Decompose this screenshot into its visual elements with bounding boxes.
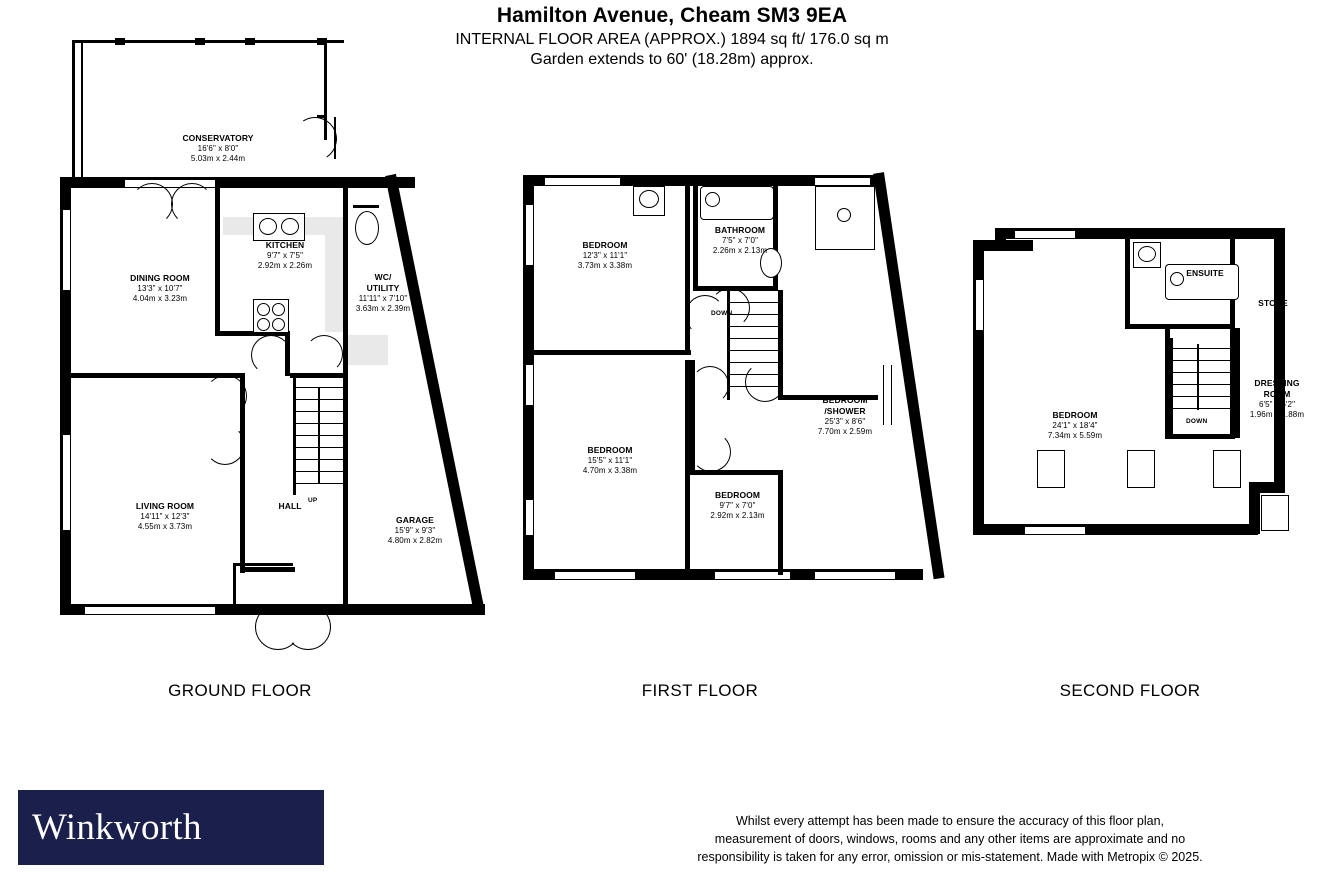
garden-text: Garden extends to 60' (18.28m) approx. [530, 51, 814, 68]
sink-bowl-2-icon [281, 218, 299, 235]
ground-wall-wc-bottom [290, 373, 348, 378]
hob-ring-4-icon [272, 318, 285, 331]
ground-wall-garage-left [343, 375, 348, 610]
stair-arrow-shaft [318, 387, 320, 483]
bathroom-basin-bowl-icon [639, 190, 659, 208]
floor-title-first: FIRST FLOOR [641, 681, 759, 700]
disclaimer-line-3: responsibility is taken for any error, omission or mis-statement. Made with Metropix © 2025. [697, 850, 1203, 865]
ground-window-left-upper [62, 210, 71, 290]
door-bathroom-arc [710, 288, 750, 328]
room-label-bedroom-second: BEDROOM 24'1" x 18'4" 7.34m x 5.59m [1047, 410, 1103, 441]
first-window-top-right [815, 177, 870, 186]
door-bed3-arc [691, 432, 731, 472]
sink-bowl-icon [259, 218, 277, 235]
first-window-bottom-1 [555, 571, 635, 580]
stair-tread [296, 483, 343, 484]
door-bed2-arc [691, 366, 729, 404]
room-label-garage: GARAGE 15'9" x 9'3" 4.80m x 2.82m [387, 515, 443, 546]
first-wall-bed1-right [685, 180, 690, 355]
stair-tread [1173, 384, 1230, 385]
door-wc-arc [305, 335, 343, 373]
room-label-ensuite: ENSUITE [1186, 268, 1224, 278]
disclaimer-line-1: Whilst every attempt has been made to ensure the accuracy of this floor plan, [736, 814, 1164, 828]
second-wall-top-step [995, 228, 1006, 250]
first-window-left-2 [525, 365, 534, 405]
ground-wall-top [60, 177, 415, 188]
hob-ring-3-icon [257, 318, 270, 331]
stair-tread [296, 447, 343, 448]
room-label-bedroom-2: BEDROOM 15'5" x 11'1" 4.70m x 3.38m [582, 445, 638, 476]
stair-tread [296, 411, 343, 412]
stair-tread [730, 362, 778, 363]
eaves-box-2 [1127, 450, 1155, 488]
first-floor-plan [515, 170, 955, 620]
disclaimer-line-2: measurement of doors, windows, rooms and any other items are approximate and no [714, 832, 1186, 847]
stair-direction-label: UP [308, 497, 318, 504]
eaves-box-4 [1261, 495, 1289, 531]
second-stair-wall [1170, 338, 1173, 434]
ground-window-bottom-left [85, 606, 215, 615]
ground-porch-wall [233, 563, 236, 615]
floor-title-second: SECOND FLOOR [1059, 681, 1201, 700]
stair-tread [730, 386, 778, 387]
floor-area-text: INTERNAL FLOOR AREA (APPROX.) 1894 sq ft/ 176.0 sq m [455, 31, 889, 48]
conservatory-post-1 [115, 38, 125, 45]
room-label-kitchen: KITCHEN 9'7" x 7'5" 2.92m x 2.26m [257, 240, 313, 271]
second-stair-direction-label: DOWN [1186, 418, 1208, 425]
stair-tread [296, 435, 343, 436]
second-wall-bottom [973, 524, 1258, 535]
second-wall-right [1274, 228, 1285, 483]
door-kitchen-arc [251, 335, 291, 375]
door-bedshower-arc [745, 362, 785, 402]
stair-tread [1173, 360, 1230, 361]
stair-tread [1173, 408, 1230, 409]
stair-tread [730, 314, 778, 315]
room-label-store: STORE [1258, 298, 1288, 308]
ground-wall-dining-bottom [60, 373, 240, 378]
stair-tread [730, 302, 778, 303]
conservatory-post-3 [245, 38, 255, 45]
room-label-bedroom-shower: BEDROOM /SHOWER 25'3" x 8'6" 7.70m x 2.59m [817, 395, 873, 436]
floor-title-ground: GROUND FLOOR [168, 681, 312, 700]
conservatory-mullion-a [81, 43, 83, 178]
second-wall-ensuite-bottom [1125, 324, 1235, 329]
door-conservatory-inner-arc [131, 183, 173, 225]
first-window-bottom-3 [815, 571, 895, 580]
room-label-dressing-room: DRESSING ROOM 6'5" x 6'2" 1.96m x 1.88m [1249, 378, 1305, 419]
stair-tread [296, 399, 343, 400]
ground-hatch-utility [348, 335, 388, 365]
conservatory-post-4 [317, 38, 327, 45]
bath-tap-icon [705, 192, 720, 207]
room-label-living-room: LIVING ROOM 14'11" x 12'3" 4.55m x 3.73m [135, 501, 195, 532]
stair-tread [730, 350, 778, 351]
toilet-icon [355, 211, 379, 245]
first-stair-direction-label: DOWN [711, 310, 733, 317]
second-wall-bottom-right-v [1249, 482, 1260, 534]
room-label-bathroom: BATHROOM 7'5" x 7'0" 2.26m x 2.13m [712, 225, 768, 256]
conservatory-wall-top [72, 40, 344, 43]
first-wall-bed1-bottom [523, 350, 691, 355]
first-window-left-1 [525, 205, 534, 265]
second-window-left [975, 280, 984, 330]
second-wall-stair-bottom [1165, 434, 1235, 439]
ground-window-left-lower [62, 435, 71, 530]
shower-drain-icon [837, 208, 851, 222]
second-floor-plan [965, 220, 1325, 550]
first-window-top-left [545, 177, 620, 186]
first-stair-wall [727, 290, 730, 400]
stair-tread [1173, 396, 1230, 397]
room-label-bedroom-1: BEDROOM 12'3" x 11'1" 3.73m x 3.38m [577, 240, 633, 271]
eaves-box-1 [1037, 450, 1065, 488]
toilet-cistern [353, 205, 379, 208]
winkworth-logo: Winkworth [18, 790, 324, 865]
conservatory-post-2 [195, 38, 205, 45]
stair-tread [730, 374, 778, 375]
door-conservatory-inner2-arc [171, 183, 213, 225]
ground-wall-dining-kitchen [215, 185, 220, 215]
room-label-conservatory: CONSERVATORY 16'6" x 8'0" 5.03m x 2.44m [182, 133, 254, 164]
page-title: Hamilton Avenue, Cheam SM3 9EA [496, 4, 848, 27]
disclaimer-text [600, 812, 1300, 866]
ground-hatch-kitchen-side [325, 217, 343, 332]
stair-tread [296, 423, 343, 424]
conservatory-door-leaf [334, 117, 336, 159]
conservatory-wall-left [72, 40, 75, 180]
ensuite-basin-bowl-icon [1138, 246, 1156, 262]
room-label-wc-utility: WC/ UTILITY 11'11" x 7'10" 3.63m x 2.39m [355, 272, 411, 313]
stair-tread [730, 326, 778, 327]
room-label-dining-room: DINING ROOM 13'3" x 10'7" 4.04m x 3.23m [130, 273, 190, 304]
second-window-bottom [1025, 526, 1085, 535]
first-window-left-3 [525, 500, 534, 535]
ground-wall-hall-bottom [240, 567, 295, 572]
first-wall-bed3-right [778, 470, 783, 575]
hob-ring-1-icon [257, 303, 270, 316]
room-label-hall: HALL [278, 501, 302, 511]
stair-tread [296, 459, 343, 460]
door-hall-living-arc [205, 425, 245, 465]
stair-tread [1173, 348, 1230, 349]
stair-tread [730, 338, 778, 339]
second-wall-ensuite-left [1125, 238, 1130, 328]
room-label-bedroom-3: BEDROOM 9'7" x 7'0" 2.92m x 2.13m [710, 490, 765, 521]
ground-floor-plan [55, 35, 505, 635]
ground-wall-right-slanted [385, 174, 484, 612]
hob-ring-2-icon [272, 303, 285, 316]
stair-tread [296, 471, 343, 472]
door-dining-hall-arc [205, 375, 247, 417]
eaves-box-3 [1213, 450, 1241, 488]
ground-front-door-arc2 [285, 604, 331, 650]
stair-tread [296, 387, 343, 388]
second-window-top-left [1015, 230, 1075, 239]
stair-tread [1173, 372, 1230, 373]
second-stair-arrow [1197, 344, 1199, 410]
